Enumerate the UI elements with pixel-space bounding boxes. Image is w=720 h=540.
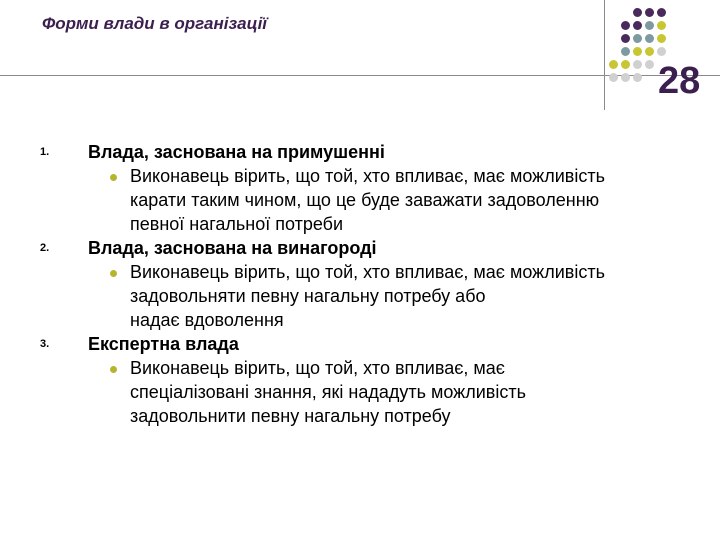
decor-dot	[657, 34, 666, 43]
sub-bullet-line: Виконавець вірить, що той, хто впливає, має можливість	[130, 262, 605, 282]
list-heading: Влада, заснована на винагороді	[88, 238, 377, 258]
decor-dot	[645, 8, 654, 17]
decor-dot	[621, 21, 630, 30]
decor-dot	[645, 60, 654, 69]
sub-bullet-line: надає вдоволення	[130, 310, 284, 330]
list-heading: Влада, заснована на примушенні	[88, 142, 385, 162]
bullet-dot-icon	[110, 366, 117, 373]
list-heading: Експертна влада	[88, 334, 239, 354]
list-item	[40, 332, 680, 428]
decor-dot	[633, 73, 642, 82]
decor-dot	[657, 21, 666, 30]
decor-dot	[621, 34, 630, 43]
decor-dot	[633, 21, 642, 30]
sub-bullet-line: задовольняти певну нагальну потребу або	[130, 286, 486, 306]
list-number: 2.	[40, 242, 50, 254]
page-number: 28	[658, 60, 701, 102]
decor-dot	[657, 8, 666, 17]
numbered-list	[40, 140, 680, 428]
list-item	[40, 140, 680, 236]
sub-bullet-line: Виконавець вірить, що той, хто впливає, має	[130, 358, 505, 378]
decor-dot	[645, 21, 654, 30]
decor-dot	[609, 60, 618, 69]
decor-dot	[633, 60, 642, 69]
decor-dot	[633, 34, 642, 43]
decor-dot	[645, 47, 654, 56]
decor-dot	[621, 47, 630, 56]
decor-dot	[633, 47, 642, 56]
sub-bullet-line: Виконавець вірить, що той, хто впливає, має можливість	[130, 166, 605, 186]
list-item	[40, 236, 680, 332]
decor-dot	[633, 8, 642, 17]
bullet-dot-icon	[110, 270, 117, 277]
decor-dot	[621, 60, 630, 69]
sub-bullet	[130, 260, 680, 332]
sub-bullet-line: спеціалізовані знання, які нададуть можливість	[130, 382, 526, 402]
decor-dot	[657, 47, 666, 56]
decor-dot	[645, 34, 654, 43]
decor-dot	[621, 73, 630, 82]
sub-bullet-line: карати таким чином, що це буде заважати задоволенню	[130, 190, 600, 210]
sub-bullet-line: певної нагальної потреби	[130, 214, 344, 234]
list-number: 3.	[40, 338, 50, 350]
bullet-dot-icon	[110, 174, 117, 181]
list-number: 1.	[40, 146, 50, 158]
sub-bullet	[130, 356, 680, 428]
sub-bullet	[130, 164, 680, 236]
sub-bullet-line: задовольнити певну нагальну потребу	[130, 406, 451, 426]
slide-title: Форми влади в організації	[42, 14, 268, 33]
decor-dot	[609, 73, 618, 82]
